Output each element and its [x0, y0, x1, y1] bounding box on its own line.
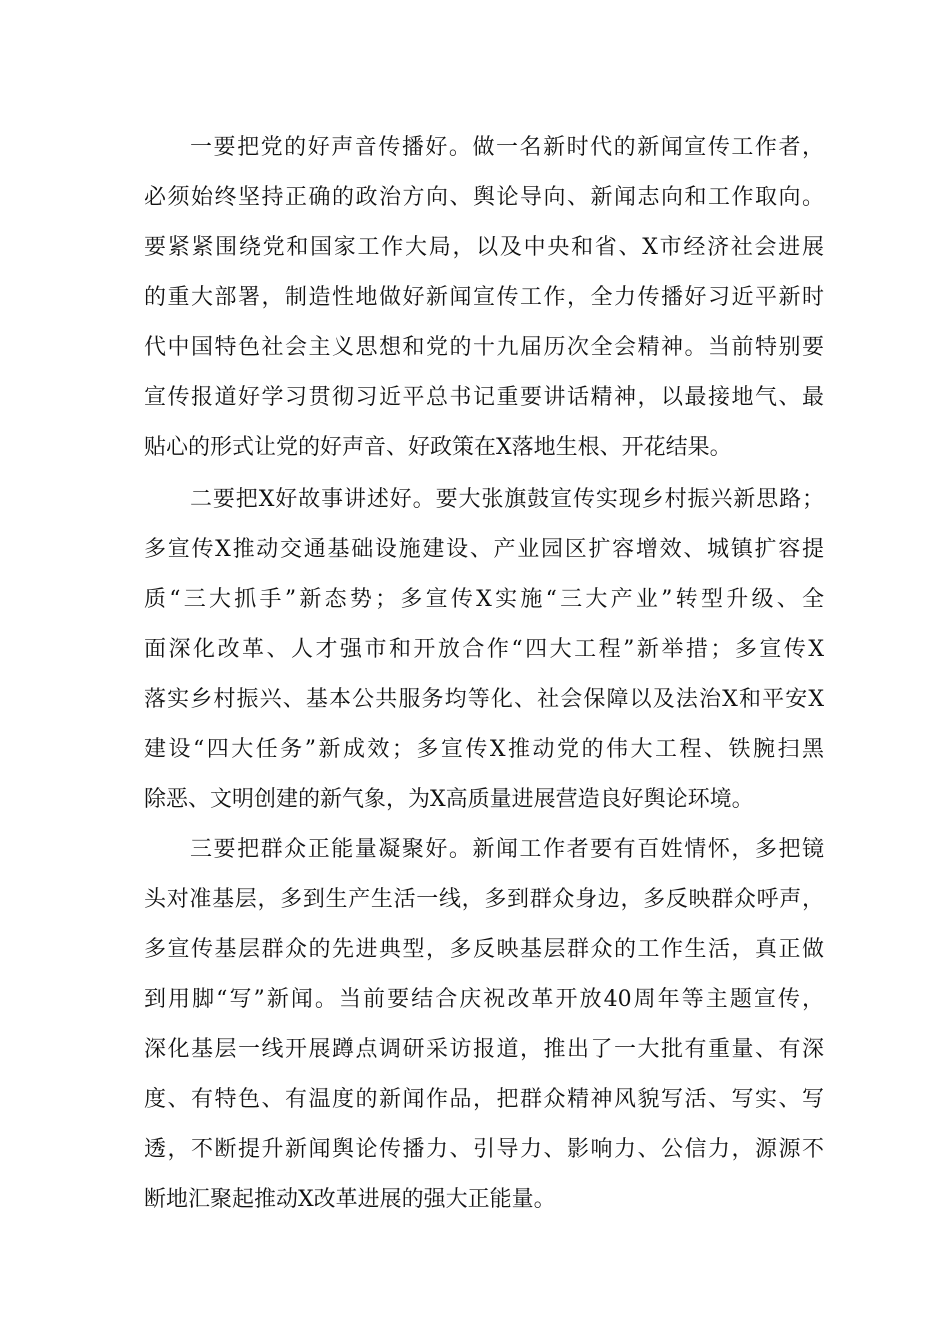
text-line: 断地汇聚起推动X改革进展的强大正能量。 [144, 1187, 556, 1212]
text-line: 贴心的形式让党的好声音、好政策在X落地生根、开花结果。 [144, 435, 732, 460]
text-line: 建设“四大任务”新成效；多宣传X推动党的伟大工程、铁腕扫黑 [144, 737, 824, 762]
text-line: 三要把群众正能量凝聚好。新闻工作者要有百姓情怀，多把镜 [190, 837, 824, 862]
text-line: 面深化改革、人才强市和开放合作“四大工程”新举措；多宣传X [144, 637, 824, 662]
text-line: 度、有特色、有温度的新闻作品，把群众精神风貌写活、写实、写 [144, 1087, 824, 1112]
text-line: 代中国特色社会主义思想和党的十九届历次全会精神。当前特别要 [144, 335, 824, 360]
text-line: 二要把X好故事讲述好。要大张旗鼓宣传实现乡村振兴新思路； [190, 487, 824, 512]
text-line: 除恶、文明创建的新气象，为X高质量进展营造良好舆论环境。 [144, 787, 754, 812]
text-line: 多宣传基层群众的先进典型，多反映基层群众的工作生活，真正做 [144, 937, 824, 962]
text-line: 要紧紧围绕党和国家工作大局，以及中央和省、X市经济社会进展 [144, 235, 824, 260]
text-line: 多宣传X推动交通基础设施建设、产业园区扩容增效、城镇扩容提 [144, 537, 824, 562]
text-line: 落实乡村振兴、基本公共服务均等化、社会保障以及法治X和平安X [144, 687, 824, 712]
text-line: 一要把党的好声音传播好。做一名新时代的新闻宣传工作者， [190, 135, 824, 160]
text-line: 质“三大抓手”新态势；多宣传X实施“三大产业”转型升级、全 [144, 587, 824, 612]
text-line: 到用脚“写”新闻。当前要结合庆祝改革开放40周年等主题宣传， [144, 987, 824, 1012]
text-line: 宣传报道好学习贯彻习近平总书记重要讲话精神，以最接地气、最 [144, 385, 824, 410]
text-line: 头对准基层，多到生产生活一线，多到群众身边，多反映群众呼声， [144, 887, 824, 912]
text-line: 的重大部署，制造性地做好新闻宣传工作，全力传播好习近平新时 [144, 285, 824, 310]
text-line: 透，不断提升新闻舆论传播力、引导力、影响力、公信力，源源不 [144, 1137, 824, 1162]
text-line: 必须始终坚持正确的政治方向、舆论导向、新闻志向和工作取向。 [144, 185, 824, 210]
text-line: 深化基层一线开展蹲点调研采访报道，推出了一大批有重量、有深 [144, 1037, 824, 1062]
